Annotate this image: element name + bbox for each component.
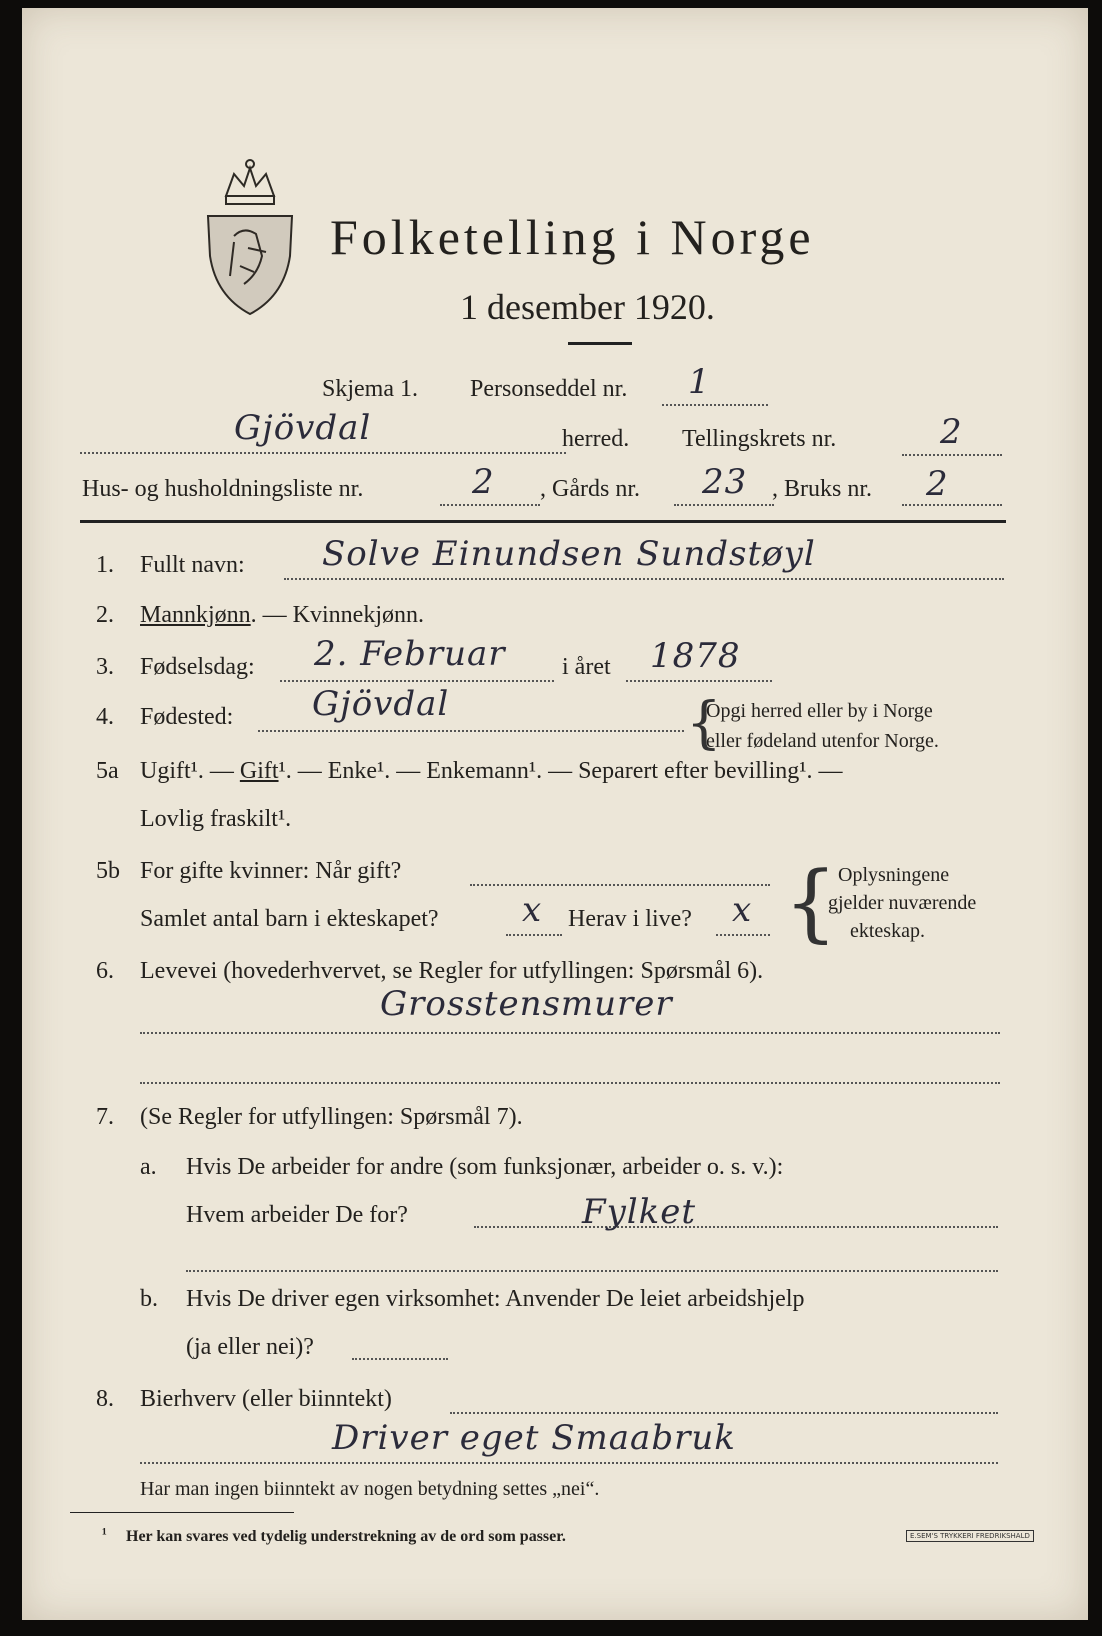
q1-label: Fullt navn:	[140, 552, 245, 578]
q5b-brace: {	[784, 853, 838, 951]
footnote-text: Her kan svares ved tydelig understrekning av de ord som passer.	[126, 1528, 566, 1545]
husholdningsliste-value: 2	[472, 462, 495, 502]
tellingskrets-line	[902, 454, 1002, 456]
q7a-line2: Hvem arbeider De for?	[186, 1202, 408, 1228]
q7-label: (Se Regler for utfyllingen: Spørsmål 7).	[140, 1104, 523, 1130]
q7a-line1: Hvis De arbeider for andre (som funksjonær, arbeider o. s. v.):	[186, 1154, 784, 1180]
q5b-barn-value: x	[522, 890, 543, 930]
census-form-page	[22, 8, 1088, 1620]
q2-end: .	[418, 602, 424, 628]
bruks-label: , Bruks nr.	[772, 476, 873, 502]
q5b-note-line3: ekteskap.	[850, 920, 925, 942]
herred-value: Gjövdal	[234, 408, 372, 448]
husholdningsliste-label: Hus- og husholdningsliste nr.	[82, 476, 364, 502]
q5b-note-line2: gjelder nuværende	[828, 892, 977, 914]
footnote-mark: ¹	[102, 1526, 107, 1543]
q8-label: Bierhverv (eller biinntekt)	[140, 1386, 392, 1412]
q6-line1	[140, 1032, 1000, 1034]
q7b-line1: Hvis De driver egen virksomhet: Anvender De leiet arbeidshjelp	[186, 1286, 805, 1312]
gards-line	[674, 504, 774, 506]
q5b-note-line1: Oplysningene	[838, 864, 950, 886]
q7a-line-extra	[186, 1270, 998, 1272]
gards-value: 23	[702, 462, 748, 502]
q7b-line2: (ja eller nei)?	[186, 1334, 314, 1360]
q4-brace: {	[686, 691, 722, 756]
q5a-number: 5a	[96, 758, 119, 784]
q4-number: 4.	[96, 704, 114, 730]
q5b-nar-gift-line	[470, 884, 770, 886]
q2-line	[140, 602, 424, 629]
personseddel-line	[662, 404, 768, 406]
q3-label: Fødselsdag:	[140, 654, 255, 680]
q1-line	[284, 578, 1004, 580]
q4-note-line2: eller fødeland utenfor Norge.	[706, 730, 939, 752]
skjema-label: Skjema 1.	[322, 376, 418, 402]
gards-label: , Gårds nr.	[540, 476, 640, 502]
tellingskrets-value: 2	[940, 412, 963, 452]
q6-label: Levevei (hovederhvervet, se Regler for utfyllingen: Spørsmål 6).	[140, 958, 764, 984]
q4-value: Gjövdal	[312, 684, 450, 724]
q7a-line	[474, 1226, 998, 1228]
printer-stamp: E.SEM'S TRYKKERI FREDRIKSHALD	[906, 1530, 1034, 1542]
q7b-number: b.	[140, 1286, 158, 1312]
q1-number: 1.	[96, 552, 114, 578]
kvinnekjonn-option: . — Kvinnekjønn	[250, 602, 418, 628]
q8-line1	[450, 1412, 998, 1414]
q4-note-line1: Opgi herred eller by i Norge	[706, 700, 933, 722]
census-date: 1 desember 1920.	[460, 287, 715, 327]
q3-date-line	[280, 680, 554, 682]
q3-year-line	[626, 680, 772, 682]
q4-label: Fødested:	[140, 704, 234, 730]
herred-line	[80, 452, 566, 454]
q3-year-label: i året	[562, 654, 611, 680]
q5b-line2: Samlet antal barn i ekteskapet?	[140, 906, 439, 932]
q5b-line1: For gifte kvinner: Når gift?	[140, 858, 402, 884]
q5a-line2: Lovlig fraskilt¹.	[140, 806, 292, 832]
q5b-herav-value: x	[732, 890, 753, 930]
herred-label: herred.	[562, 426, 630, 452]
gift-option: Gift	[239, 758, 279, 784]
q8-value: Driver eget Smaabruk	[332, 1418, 736, 1458]
form-title: Folketelling i Norge	[330, 209, 815, 265]
q3-value: 2. Februar	[314, 634, 506, 674]
q8-line2	[140, 1462, 998, 1464]
mannkjonn-option: Mannkjønn	[140, 602, 251, 628]
q5b-number: 5b	[96, 858, 120, 884]
q2-number: 2.	[96, 602, 114, 628]
q7-number: 7.	[96, 1104, 114, 1130]
q7a-number: a.	[140, 1154, 157, 1180]
q6-value: Grosstensmurer	[380, 984, 673, 1024]
q6-number: 6.	[96, 958, 114, 984]
header-rule	[80, 520, 1006, 523]
q5b-herav-label: Herav i live?	[568, 906, 692, 932]
q7b-line	[352, 1358, 448, 1360]
title-divider	[568, 342, 632, 345]
q5a-options	[140, 758, 843, 785]
ugift-option: Ugift¹. —	[140, 758, 234, 784]
other-civil-status-options: ¹. — Enke¹. — Enkemann¹. — Separert efter bevilling¹. —	[278, 758, 843, 784]
q1-value: Solve Einundsen Sundstøyl	[322, 534, 816, 574]
q3-year-value: 1878	[650, 636, 741, 676]
personseddel-value: 1	[688, 362, 711, 402]
q8-number: 8.	[96, 1386, 114, 1412]
bruks-line	[902, 504, 1002, 506]
footnote-rule	[70, 1512, 294, 1513]
q5b-barn-line	[506, 934, 562, 936]
bruks-value: 2	[926, 464, 949, 504]
q5b-herav-line	[716, 934, 770, 936]
q6-line2	[140, 1082, 1000, 1084]
personseddel-label: Personseddel nr.	[470, 376, 628, 402]
husholdningsliste-line	[440, 504, 540, 506]
tellingskrets-label: Tellingskrets nr.	[682, 426, 837, 452]
q3-number: 3.	[96, 654, 114, 680]
q7a-value: Fylket	[582, 1192, 697, 1232]
q8-note: Har man ingen biinntekt av nogen betydning settes „nei“.	[140, 1478, 600, 1500]
norwegian-coat-of-arms-icon	[204, 156, 296, 316]
q4-line	[258, 730, 684, 732]
